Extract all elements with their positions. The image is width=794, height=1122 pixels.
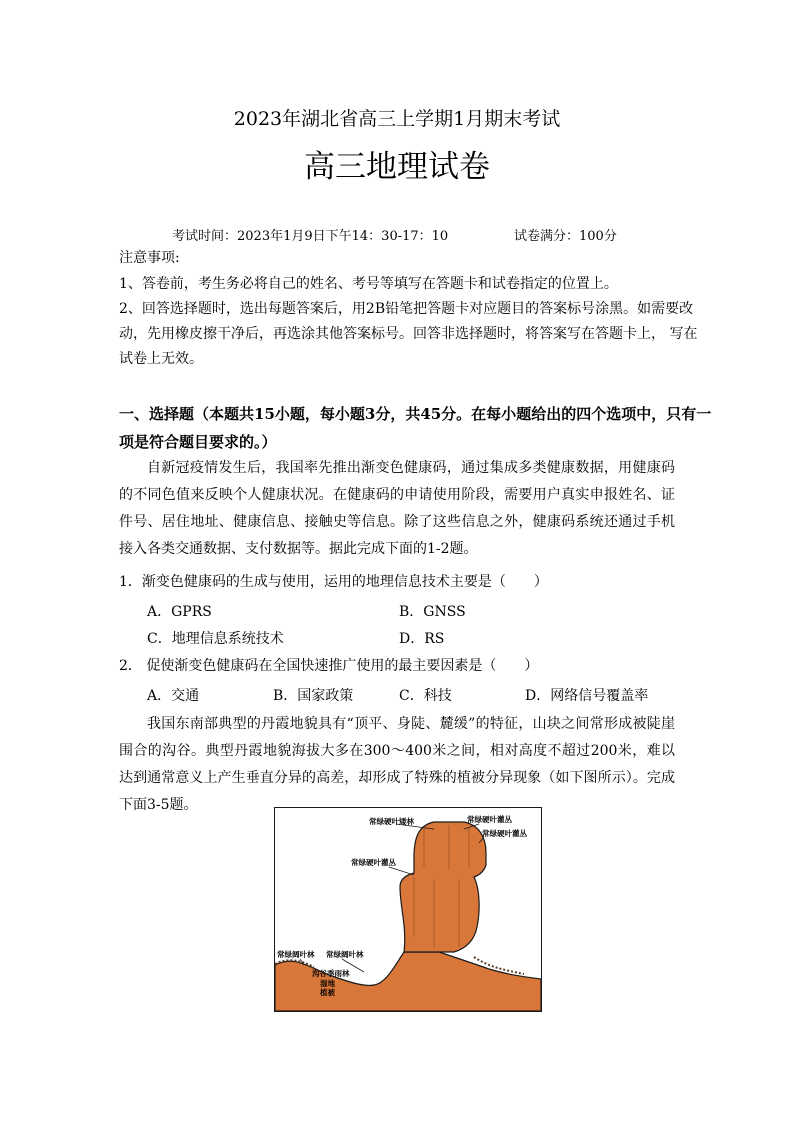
label-top-left: 常绿硬叶矮林 — [369, 817, 414, 826]
label-top-right-1: 常绿硬叶灌丛 — [467, 815, 512, 824]
label-valley-3: 植被 — [320, 988, 335, 997]
section-1-heading-line-1: 一、选择题（本题共15小题，每小题3分，共45分。在每小题给出的四个选项中，只有一 — [119, 405, 712, 423]
full-score: 试卷满分：100分 — [514, 229, 617, 244]
section-1-heading-line-2: 项是符合题目要求的。） — [119, 433, 277, 451]
paper-title: 高三地理试卷 — [304, 149, 490, 185]
label-bottom-left-2: 常绿阔叶林 — [326, 950, 364, 959]
question-2-option-c: C．科技 — [399, 688, 452, 704]
question-1-option-a: A．GPRS — [147, 604, 212, 620]
passage-1: 自新冠疫情发生后，我国率先推出渐变色健康码，通过集成多类健康数据，用健康码的不同色值来反映个人健康状况。在健康码的申请使用阶段，需要用户真实申报姓名、证件号、居住地址、健康信息、接触史等信息。除了这些信息之外，健康码系统还通过手机接入各类交通数据、支付数据等。据此完成下面的1-2题。 — [119, 460, 675, 557]
question-2-option-a: A．交通 — [147, 688, 200, 704]
danxia-vegetation-figure — [274, 807, 542, 1012]
question-2-option-d: D．网络信号覆盖率 — [525, 688, 649, 704]
question-1-stem: 1．渐变色健康码的生成与使用，运用的地理信息技术主要是（ ） — [119, 574, 548, 590]
notice-heading: 注意事项: — [119, 250, 180, 266]
label-mid: 常绿硬叶灌丛 — [351, 858, 396, 867]
question-2-option-b: B．国家政策 — [273, 688, 354, 704]
label-bottom-left-1: 常绿阔叶林 — [277, 950, 315, 959]
label-top-right-2: 常绿硬叶灌丛 — [482, 829, 527, 838]
question-1-option-c: C．地理信息系统技术 — [147, 631, 284, 647]
notice-item-2-line-2: 动，先用橡皮擦干净后，再选涂其他答案标号。回答非选择题时，将答案写在答题卡上， 写在 — [119, 326, 698, 342]
label-valley-1: 沟谷季雨林 — [312, 969, 350, 978]
label-valley-2: 湿地 — [320, 979, 335, 988]
question-2-stem: 2． 促使渐变色健康码在全国快速推广使用的最主要因素是（ ） — [119, 658, 539, 674]
notice-item-2-line-3: 试卷上无效。 — [119, 351, 203, 367]
question-1-option-b: B．GNSS — [399, 604, 466, 620]
exam-time: 考试时间：2023年1月9日下午14：30-17：10 — [172, 229, 449, 244]
passage-2: 我国东南部典型的丹霞地貌具有“顶平、身陡、麓缓”的特征，山块之间常形成被陡崖围合的沟谷。典型丹霞地貌海拔大多在300～400米之间，相对高度不超过200米，难以达到通常意义上产生垂直分异的高差，却形成了特殊的植被分异现象（如下图所示）。完成下面3-5题。 — [119, 716, 675, 813]
question-1-option-d: D．RS — [399, 631, 445, 647]
notice-item-2-line-1: 2、回答选择题时，选出每题答案后，用2B铅笔把答题卡对应题目的答案标号涂黑。如需要改 — [119, 301, 694, 317]
notice-item-1: 1、答卷前，考生务必将自己的姓名、考号等填写在答题卡和试卷指定的位置上。 — [119, 276, 618, 292]
exam-title: 2023年湖北省高三上学期1月期末考试 — [233, 108, 561, 130]
